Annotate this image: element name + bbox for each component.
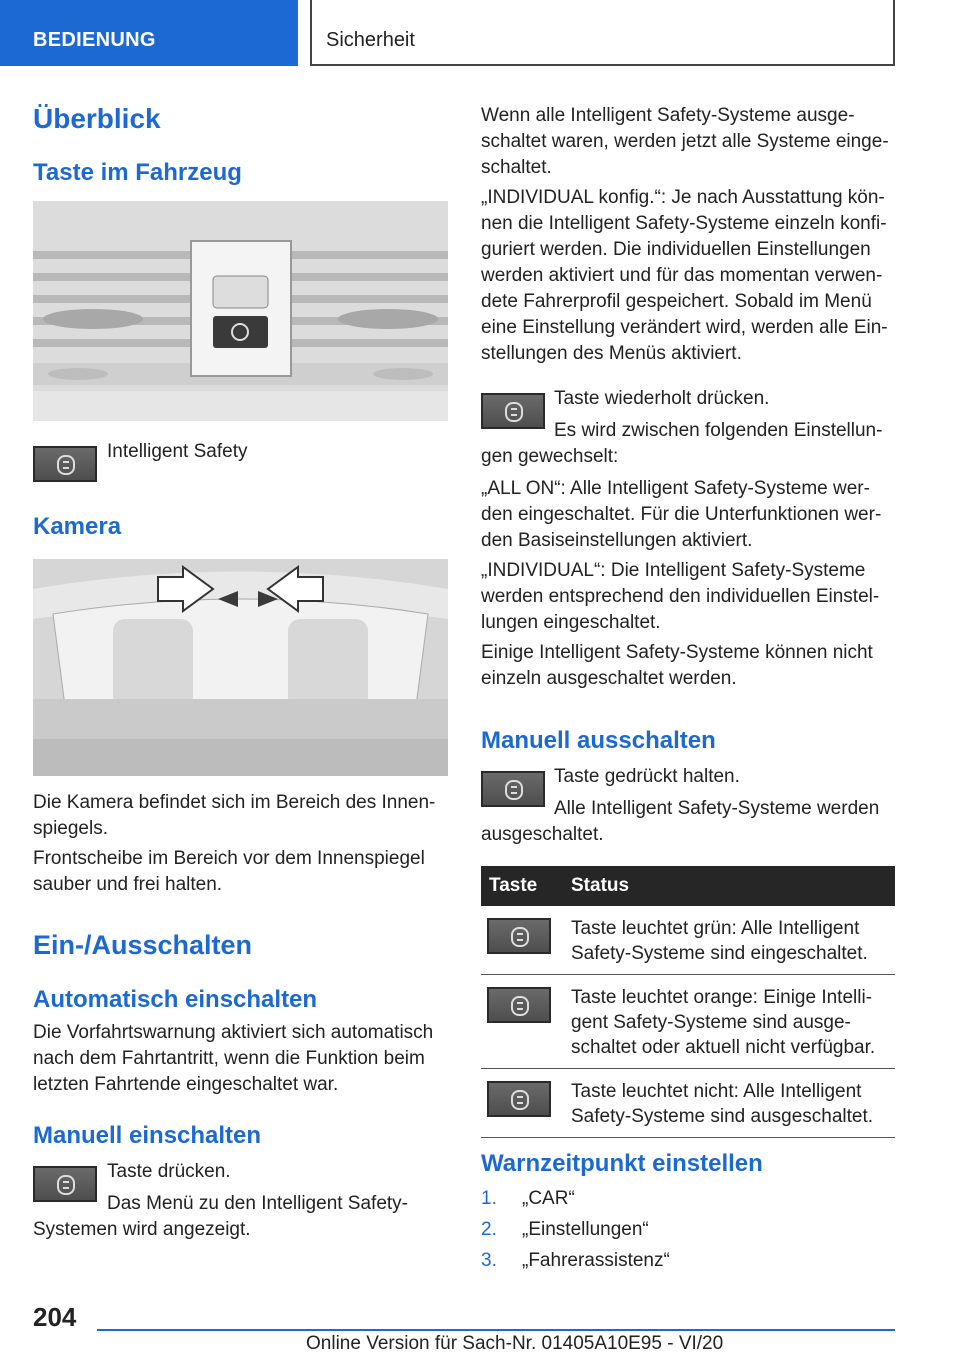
table-row [481,906,895,975]
list-text: „Einstellungen“ [522,1219,649,1240]
intelligent-safety-button-icon [481,393,545,429]
chapter-tab[interactable] [310,0,895,66]
table-row [481,975,895,1069]
section-title: BEDIENUNG [33,29,156,51]
manual-off-result-line1: Alle Intelligent Safety-Systeme werden [554,798,880,819]
chapter-title: Sicherheit [326,29,415,51]
intelligent-safety-button-icon [481,771,545,807]
individual-paragraph: „INDIVIDUAL“: Die Intelligent Safety-Systeme werden entsprechend den individuellen Einstel‐ lungen eingeschaltet. [481,560,880,633]
table-cell-icon [481,1069,563,1138]
manual-off-result-line2: ausgeschaltet. [481,824,604,845]
intro-paragraph: Wenn alle Intelligent Safety-Systeme ausge‐ schaltet waren, werden jetzt alle Systeme einge‐ schaltet. [481,105,889,178]
intelligent-safety-button-icon [487,987,551,1023]
auto-on-paragraph: Die Vorfahrtswarnung aktiviert sich automatisch nach dem Fahrtantritt, wenn die Funktion beim letzten Fahrtende eingeschaltet war. [33,1022,434,1095]
some-systems-paragraph: Einige Intelligent Safety-Systeme können nicht einzeln ausgeschaltet werden. [481,642,873,689]
table-cell-icon [481,975,563,1069]
repeat-step: Taste wiederholt drücken. [554,388,770,409]
table-header-taste: Taste [481,866,563,906]
intelligent-safety-button-icon [33,446,97,482]
table-cell-status: Taste leuchtet nicht: Alle Intelligent Safety-Systeme sind ausgeschaltet. [563,1069,895,1138]
list-text: „Fahrerassistenz“ [522,1250,670,1271]
table-row [481,1069,895,1138]
manual-on-result-line1: Das Menü zu den Intelligent Safety- [107,1193,409,1214]
camera-paragraph-2: Frontscheibe im Bereich vor dem Innenspiegel sauber und frei halten. [33,848,425,895]
table-cell-status: Taste leuchtet orange: Einige Intelli‐ gent Safety-Systeme sind ausge‐ schaltet oder aktuell nicht verfügbar. [563,975,895,1069]
icon-caption: Intelligent Safety [107,441,248,462]
page-header [0,0,960,66]
intelligent-safety-button-icon [487,1081,551,1117]
heading-on-off: Ein-/Ausschalten [33,930,253,960]
page-number: 204 [33,1302,77,1332]
list-number: 1. [481,1188,497,1209]
individual-config-paragraph: „INDIVIDUAL konfig.“: Je nach Ausstattung kön‐ nen die Intelligent Safety-Systeme einzeln konfi‐ guriert werden. Die individuellen Einstellungen werden aktiviert und für das momentan verwen‐ dete Fahrerprofil gespeichert. Sobald im Menü eine Einstellung verändert wird, werden alle Ein‐ stellungen des Menüs aktiviert. [481,187,888,364]
manual-on-step: Taste drücken. [107,1161,231,1182]
table-cell-status: Taste leuchtet grün: Alle Intelligent Safety-Systeme sind eingeschaltet. [563,906,895,975]
table-header-status: Status [563,866,895,906]
heading-manual-off: Manuell ausschalten [481,727,716,754]
list-number: 2. [481,1219,497,1240]
intelligent-safety-button-icon [33,1166,97,1202]
all-on-paragraph: „ALL ON“: Alle Intelligent Safety-Systeme wer‐ den eingeschaltet. Für die Unterfunktionen wer‐ den Basiseinstellungen aktiviert. [481,478,882,551]
repeat-result-line2: gen gewechselt: [481,446,619,467]
heading-overview: Überblick [33,103,161,134]
camera-paragraph-1: Die Kamera befindet sich im Bereich des Innen‐ spiegels. [33,792,436,839]
manual-on-result-line2: Systemen wird angezeigt. [33,1219,251,1240]
manual-off-step: Taste gedrückt halten. [554,766,740,787]
section-tab[interactable] [0,0,298,66]
table-cell-icon [481,906,563,975]
heading-auto-on: Automatisch einschalten [33,986,318,1013]
button-photo [33,201,448,421]
intelligent-safety-button-icon [487,918,551,954]
heading-camera: Kamera [33,513,122,540]
heading-button-in-vehicle: Taste im Fahrzeug [33,159,242,186]
heading-manual-on: Manuell einschalten [33,1122,262,1149]
status-table [481,866,895,1138]
footer-divider [97,1329,895,1331]
heading-warning-time: Warnzeitpunkt einstellen [481,1150,763,1177]
footer-version: Online Version für Sach-Nr. 01405A10E95 - VI/20 [306,1333,724,1354]
list-number: 3. [481,1250,497,1271]
repeat-result-line1: Es wird zwischen folgenden Einstellun‐ [554,420,883,441]
list-text: „CAR“ [522,1188,575,1209]
camera-photo [33,559,448,776]
